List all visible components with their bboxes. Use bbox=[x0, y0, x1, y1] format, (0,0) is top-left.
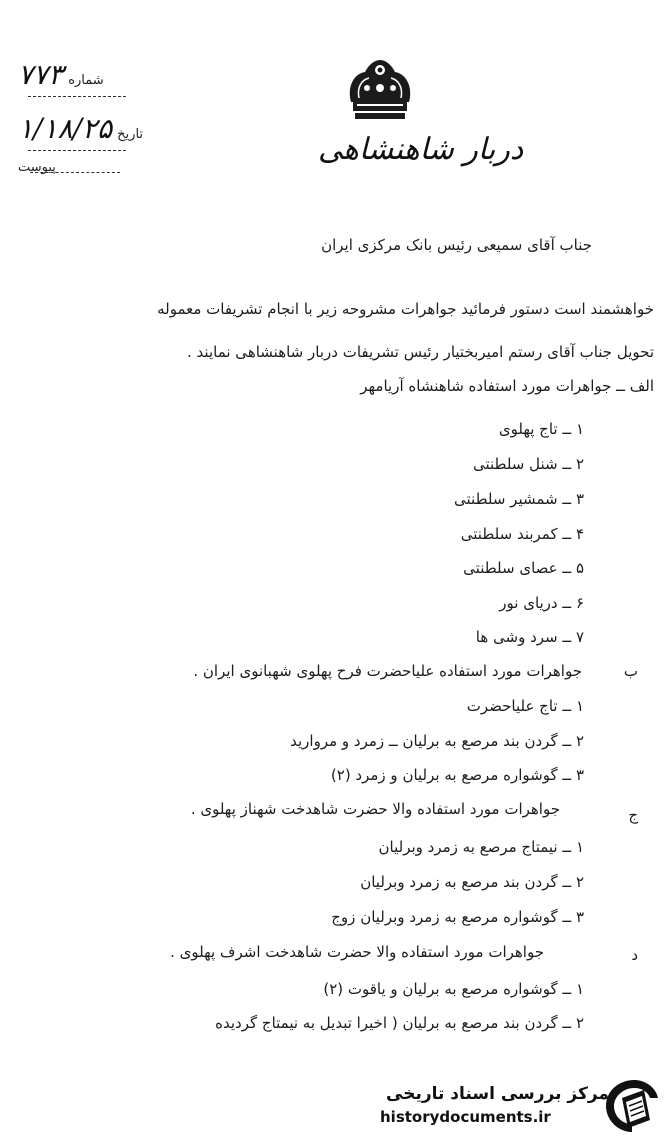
list-item: ۵ ــ عصای سلطنتی bbox=[463, 559, 584, 577]
attachment-underline bbox=[30, 172, 120, 173]
list-item: ۱ ــ تاج پهلوی bbox=[498, 420, 584, 438]
crown-emblem-icon bbox=[343, 58, 417, 124]
list-item: ۴ ــ کمربند سلطنتی bbox=[460, 525, 584, 543]
section-b-marker: ب bbox=[623, 662, 638, 680]
date-label: تاریخ bbox=[117, 127, 144, 142]
watermark-url: historydocuments.ir bbox=[380, 1108, 551, 1126]
number-value: ۷۷۳ bbox=[18, 58, 64, 91]
court-title: دربار شاهنشاهی bbox=[318, 132, 524, 167]
section-c-marker: ج bbox=[628, 806, 638, 824]
number-label: شماره bbox=[68, 73, 104, 88]
number-underline bbox=[28, 96, 126, 97]
list-item: ۳ ــ شمشیر سلطنتی bbox=[454, 490, 584, 508]
date-underline bbox=[28, 150, 126, 151]
list-item: ۱ ــ گوشواره مرصع به برلیان و یاقوت (۲) bbox=[323, 980, 584, 998]
list-item: ۱ ــ تاج علیاحضرت bbox=[466, 697, 584, 715]
section-d-title: جواهرات مورد استفاده والا حضرت شاهدخت اشرف پهلوی . bbox=[170, 943, 544, 961]
recipient-line: جناب آقای سمیعی رئیس بانک مرکزی ایران bbox=[321, 236, 592, 254]
date-value: ۱/۱۸/۲۵ bbox=[18, 112, 113, 145]
list-item: ۲ ــ گردن بند مرصع به برلیان ــ زمرد و مروارید bbox=[290, 732, 584, 750]
section-b-title: جواهرات مورد استفاده علیاحضرت فرح پهلوی شهبانوی ایران . bbox=[193, 662, 582, 680]
list-item: ۲ ــ گردن بند مرصع به زمرد وبرلیان bbox=[360, 873, 584, 891]
list-item: ۱ ــ نیمتاج مرصع به زمرد وبرلیان bbox=[378, 838, 584, 856]
section-c-title: جواهرات مورد استفاده والا حضرت شاهدخت شهناز پهلوی . bbox=[190, 800, 560, 818]
body-line-1: خواهشمند است دستور فرمائید جواهرات مشروحه زیر با انجام تشریفات معموله bbox=[157, 300, 654, 318]
watermark-title: مرکز بررسی اسناد تاریخی bbox=[386, 1084, 609, 1104]
list-item: ۳ ــ گوشواره مرصع به برلیان و زمرد (۲) bbox=[330, 766, 584, 784]
letter-number-row bbox=[18, 58, 104, 91]
list-item: ۳ ــ گوشواره مرصع به زمرد وبرلیان زوج bbox=[331, 908, 584, 926]
attachment-label: پیوست bbox=[18, 160, 56, 175]
list-item: ۲ ــ شنل سلطنتی bbox=[472, 455, 584, 473]
list-item: ۶ ــ دریای نور bbox=[499, 594, 584, 612]
section-a-title: الف ــ جواهرات مورد استفاده شاهنشاه آریامهر bbox=[360, 377, 654, 395]
letter-date-row bbox=[18, 112, 143, 145]
body-line-2: تحویل جناب آقای رستم امیربختیار رئیس تشریفات دربار شاهنشاهی نمایند . bbox=[187, 343, 654, 361]
archive-logo-icon bbox=[600, 1076, 662, 1136]
list-item: ۲ ــ گردن بند مرصع به برلیان ( اخیرا تبدیل به نیمتاج گردیده bbox=[215, 1014, 584, 1032]
list-item: ۷ ــ سرد وشی ها bbox=[475, 628, 584, 646]
section-d-marker: د bbox=[631, 946, 638, 964]
